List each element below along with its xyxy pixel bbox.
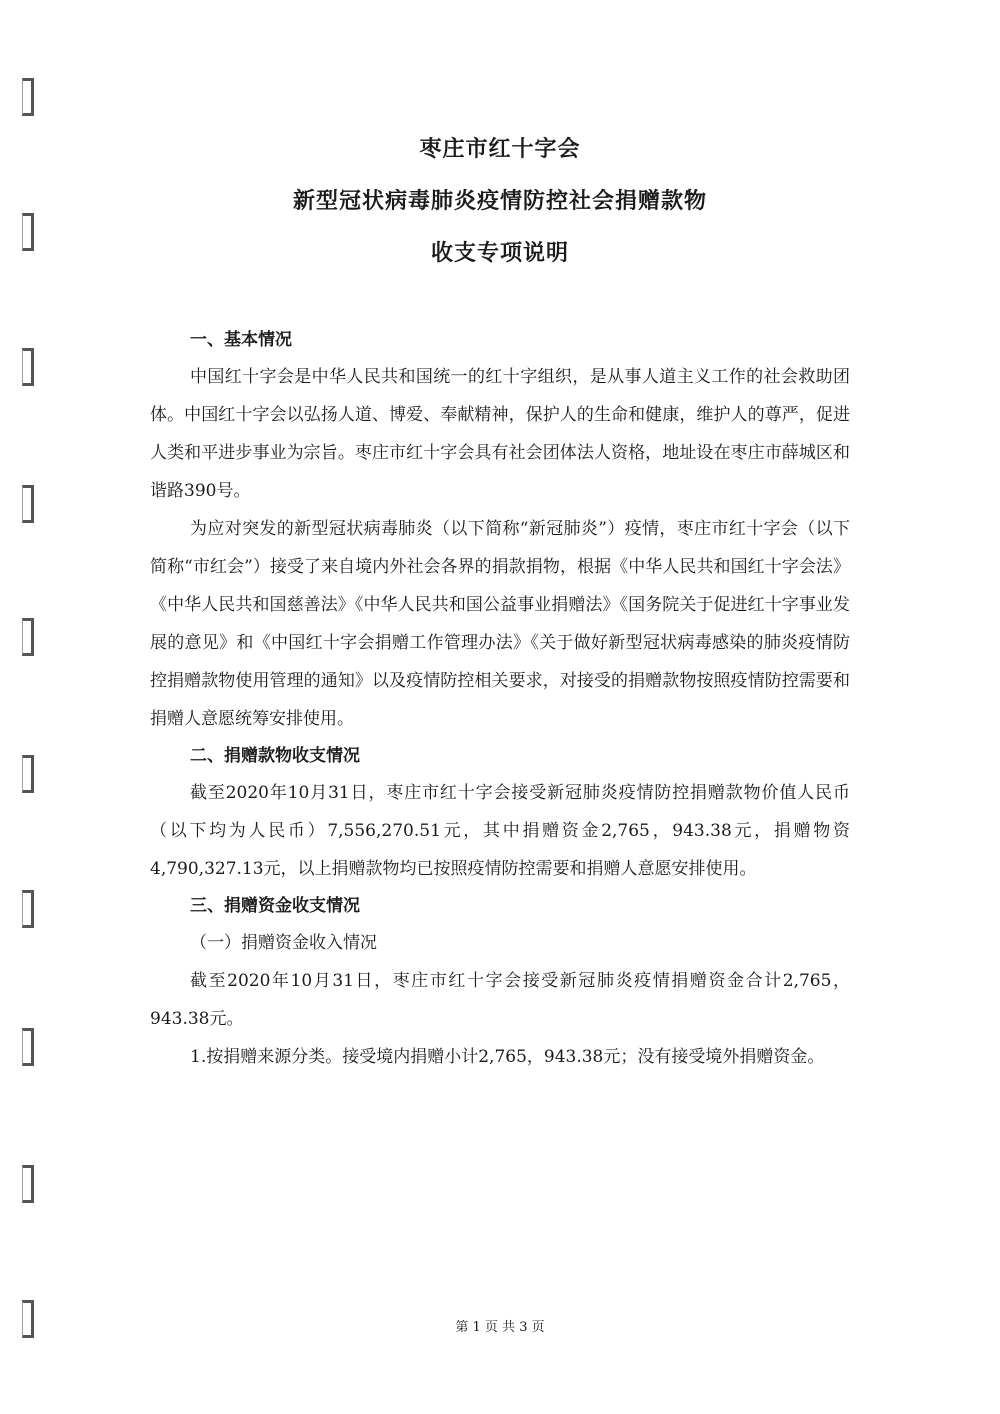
title-line-organization: 枣庄市红十字会 bbox=[419, 137, 581, 162]
paragraph-fund-source: 1.按捐赠来源分类。接受境内捐赠小计2,765，943.38元；没有接受境外捐赠资金。 bbox=[190, 1047, 825, 1067]
page-number: 第 1 页 共 3 页 bbox=[455, 1320, 545, 1335]
section-heading-basic-info: 一、基本情况 bbox=[190, 330, 292, 350]
subsection-heading-fund-income: （一）捐赠资金收入情况 bbox=[190, 933, 377, 953]
document-body bbox=[150, 322, 850, 1076]
title-line-subject: 新型冠状病毒肺炎疫情防控社会捐赠款物 bbox=[292, 189, 707, 214]
binding-hole-mark bbox=[22, 348, 34, 386]
document-title bbox=[0, 130, 1000, 286]
binding-hole-mark bbox=[22, 1165, 34, 1203]
paragraph-donation-summary: 截至2020年10月31日，枣庄市红十字会接受新冠肺炎疫情防控捐赠款物价值人民币（以下均为人民币）7,556,270.51元，其中捐赠资金2,765，943.38元，捐赠物资4,790,327.13元，以上捐赠款物均已按照疫情防控需要和捐赠人意愿安排使用。 bbox=[150, 783, 850, 879]
title-line-type: 收支专项说明 bbox=[430, 241, 569, 266]
binding-hole-mark bbox=[22, 1028, 34, 1066]
section-heading-donation-summary: 二、捐赠款物收支情况 bbox=[190, 746, 360, 766]
section-heading-fund-summary: 三、捐赠资金收支情况 bbox=[190, 896, 360, 916]
paragraph-organization-intro: 中国红十字会是中华人民共和国统一的红十字组织，是从事人道主义工作的社会救助团体。中国红十字会以弘扬人道、博爱、奉献精神，保护人的生命和健康，维护人的尊严，促进人类和平进步事业为宗旨。枣庄市红十字会具有社会团体法人资格，地址设在枣庄市薛城区和谐路390号。 bbox=[150, 367, 850, 501]
binding-hole-mark bbox=[22, 78, 34, 116]
paragraph-fund-income-total: 截至2020年10月31日，枣庄市红十字会接受新冠肺炎疫情捐赠资金合计2,765，943.38元。 bbox=[150, 971, 850, 1029]
paragraph-donation-background: 为应对突发的新型冠状病毒肺炎（以下简称“新冠肺炎”）疫情，枣庄市红十字会（以下简称“市红会”）接受了来自境内外社会各界的捐款捐物，根据《中华人民共和国红十字会法》《中华人民共和国慈善法》《中华人民共和国公益事业捐赠法》《国务院关于促进红十字事业发展的意见》和《中国红十字会捐赠工作管理办法》《关于做好新型冠状病毒感染的肺炎疫情防控捐赠款物使用管理的通知》以及疫情防控相关要求，对接受的捐赠款物按照疫情防控需要和捐赠人意愿统筹安排使用。 bbox=[150, 519, 850, 729]
binding-hole-mark bbox=[22, 618, 34, 656]
binding-hole-mark bbox=[22, 890, 34, 928]
binding-hole-mark bbox=[22, 755, 34, 793]
binding-hole-mark bbox=[22, 485, 34, 523]
